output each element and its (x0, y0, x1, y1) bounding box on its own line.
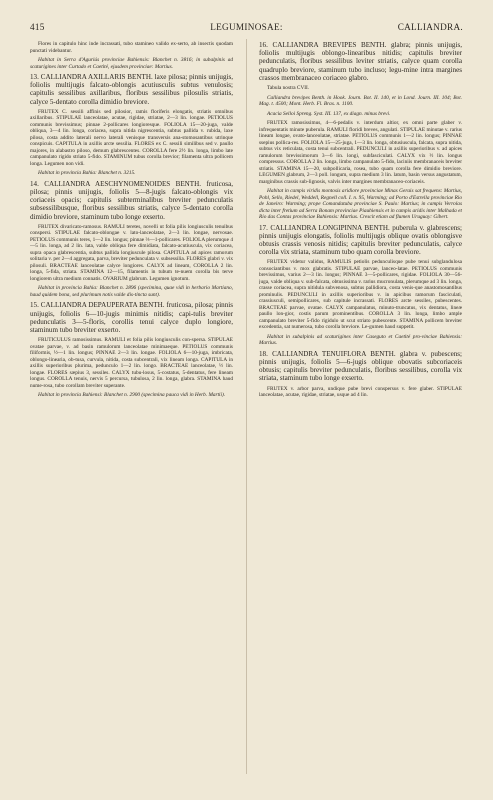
species-heading: 18. CALLIANDRA TENUIFLORA BENTH. glabra v. pubescens; pinnis unijugis, foliolis 5—6-jugis oblique obovatis subcoriaceis obtusis; capitulis breviter pedunculatis, floribus sessilibus, corolla vix striata, staminum tubo longe exserto. (259, 349, 462, 383)
habitat-note: Habitat in provincia Bahia: Blanchet n. 3215. (38, 170, 136, 177)
species-heading: 14. CALLIANDRA AESCHYNOMENOIDES BENTH. fruticosa, pilosa; pinnis unijugis, foliolis 5—8-jugis falcato-oblongis vix coriaceis opacis; capitulis subterminalibus breviter pedunculatis subsessilibusque, floribus sessilibus striatis, calyce 5-dentato corolla dimidio breviore, staminum tubo longe exserto. (30, 179, 233, 221)
species-heading: 17. CALLIANDRA LONGIPINNA BENTH. puberula v. glabrescens; pinnis unijugis elongatis, foliolis multijugis oblique ovatis oblongisve obtusis crassis venosis nitidis; capitulis breviter pedunculatis, calyce corolla vix striata, staminum tubo quam corolla breviore. (259, 223, 462, 257)
habitat-note: Acacia Selloi Spreng. Syst. III. 137, ex diagn. minus brevi. (267, 110, 391, 117)
right-column (259, 41, 462, 774)
species-heading: 13. CALLIANDRA AXILLARIS BENTH. laxe pilosa; pinnis unijugis, foliolis multijugis falcato-oblongis acutiusculis subtus venulosis; capitulis sessilibus axillaribus, floribus sessilibus pilosulis striatis, calyce 5-dentato corolla dimidio breviore. (30, 73, 233, 106)
page-number: 415 (30, 22, 45, 32)
habitat-note: Habitat in provincia Bahia: Blanchet n. 2896 (specimina, quae vidi in herbario Martiano, haud quidem bona, sed plurimum notis valde dis-tincta sunt). (30, 285, 233, 298)
habitat-note: Habitat in provincia Bahiensi: Blanchet n. 2900 (specimina pauca vidi in Herb. Martii). (38, 392, 226, 399)
description-paragraph: FRUTEX C. sessili affinis sed pilosior, ramis floriferis elongatis, striatis omnibus axillaribus. STIPULAE lanceolatae, acutae, rigidae, striatae, 2—3 lin. longae. PETIOLUS communis brevissimus; pinnae 2-pollicares longioresque. FOLIOLA 15—20-juga, valde obliqua, 3—4 lin. longa, coriacea, supra nitida nigrescentia, subtus pallida v. rubida, laxe pilosa, costa addito laterali nervo laterali venisque transversis ana-stomosantibus utrinque conspicuis. CAPITULA in axillis arcte sessilia. FLORES ex C. sessili similibus sed v. paullo majores, in alabastro piloso, demum glabrescentes. COROLLA fere 2½ lin. longa, limbo late campanulato rigido striato 5-fido. STAMINUM tubus corolla brevior; filamenta ultra pollicem longa. Legumen non vidi. (30, 108, 233, 167)
species-heading: 16. CALLIANDRA BREVIPES BENTH. glabra; pinnis unijugis, foliolis multijugis oblongo-linearibus nitidis; capitulis breviter pedunculatis, floribus sessilibus leviter striatis, calyce quam corolla quadruplo breviore, staminum tubo incluso; legu-mine intra margines crassos membranaceo coriaceo glabro. (259, 41, 462, 82)
description-paragraph: FRUTEX videtur validus, RAMULIS petiolis pedunculisque pube tenui subglandulosa consociantibus v. mox glabratis. STIPULAE parvae, lanceo-latae. PETIOLUS communis brevissimus, varius 2—3 lin. longus; PINNAE 3—5-pollicares, rigidae. FOLIOLA 30—56-juga, valde obliqua v. sub-falcata, obtusissima v. rarius mucronulata, plerumque ad 3 lin. longa, crasse coriacea, supra nitidula subvenosa, subtus pallidiora, costa venis-que anastomosantibus prominulis. PEDUNCULI in axillis superioribus v. in apicibus ramorum fasciculati, crassiusculi, semipollicares, sub capitule incrassati. FLORES arcte sessiles, pubescentes. BRACTEAE parvae, ovatae. CALYX campanulatus, minuto-truncatus, vix dentatus, lineæ paullo lon-gior, costis parum prominentibus. COROLLA 3 lin. longa, limbo ample campanulato breviter 5-fido rigidulo ut scut striato pubescente. STAMINA pollicem breviter excedentia, sat numerosa, tubo corolla breviore. Le-gumen haud suppetit. (259, 259, 462, 331)
running-header (30, 22, 463, 36)
species-heading: 15. CALLIANDRA DEPAUPERATA BENTH. fruticosa, pilosa; pinnis unijugis, foliolis 6—10-jugis minimis nitidis; capi-tulis breviter pedunculatis 3—5-floris, corollis tenui calyce duplo longiore, staminum tubo breviter exserto. (30, 301, 233, 334)
description-paragraph: Flores in capitulo hinc inde incrassati, tubo stamineo valido ex-serto, ab insectis quodam punctati videbantur. (30, 41, 233, 54)
header-family: LEGUMINOSAE: (210, 22, 283, 32)
column-divider (246, 39, 247, 774)
habitat-note: Habitat in subalpinis ad scaturigines inter Caseguto et Caetité pro-vinciae Bahiensis: Martius. (259, 333, 462, 347)
description-paragraph: FRUTEX v. arbor parva, undique pube brevi conspersus v. fere glaber. STIPULAE lanceolatae, acutae, rigidae, striatae, usque ad 4 lin. (259, 385, 462, 399)
description-paragraph: FRUTICULUS ramosissimus. RAMULI et folia pilis longiusculis con-spersa. STIPULAE ovatae parvae, v. ad basin ramulorum lanceolatae minimaeque. PETIOLUS communis filiformis, ½—1 lin. longus; PINNAE 2—3 lin. longae. FOLIOLA 6—10-juga, imbricata, oblongo-linearia, ob-tusa, curvula, nitida, costa subcentrali, vix lineam longa. CAPITULA in axillis superioribus plurima, pedunculo 1—2 lin. longo. BRACTEAE lanceolatae, ½ lin. longae. FLORES sæpius 3, sessiles. CALYX tubu-losus, 5-costatus, 5-dentatus, fere lineam longus. COROLLA tenuis, nervis 5 percursa, tubulosa, 2 lin. longa, glabra. STAMINA haud nume-rosa, tubo corollam breviter superante. (30, 337, 233, 389)
habitat-note: Habitat in Serra d'Aguriús provinciae Bahiensis: Blanchet n. 3816; in subalpinis ad scaturigines inter Curtado et Caetité, ejusdem provinciae: Martius. (30, 57, 233, 70)
header-genus: CALLIANDRA. (397, 22, 463, 32)
description-paragraph: FRUTEX ramosissimus, 4—6-pedalis v. interdum altior, ex omni parte glaber v. infrequentatis minute puberula. RAMULI floridi breves, angulati. STIPULAE minutae v. rarius lineam longae, ovato-lanceolatae, striatae. PETIOLUS communis 1—2 lin. longus; PINNAE ssepius pollica-res. FOLIOLA 15—25-juga, 1—3 lin. longa, obtusiuscula, falcata, supra nitida, subtus vix reticulata, costa tenui subcentrali. PEDUNCULI in axillis superioribus v. ad apices ramulorum brevissimorum 3—6 lin. longi, subfasciculati. CALYX vix ½ lin. longus compressus. COROLLA 2 lin. longa, limbo campanulato 5-fido, laciniis membranaceis breviter striatis. STAMINA 15—20, subpollicaria, rosea, tubo quam corolla fere dimidio breviore. LEGUMEN glabrum, 2—3 poll. longum, supra medium 3 lin. latum, basin versus angustatum, marginibus crassis sub-lignosis, valvis inter margines membranaceo-coriaceis. (259, 120, 462, 185)
habitat-note: Calliandra brevipes Benth. in Hook. Journ. Bot. II. 140, et in Lond. Journ. III. 104; Bot. Mag. t. 4500; Mont. Herb. Fl. Bras. n. 1100. (259, 94, 462, 108)
description-paragraph: FRUTEX divaricato-ramosus. RAMULI teretes, novelli ut folia pilis longiusculis tenuibus conspersi. STIPULAE falcato-oblongae v. lato-lanceolatae, 2—3 lin. longae, nervosae. PETIOLUS communis teres, 1—2 lin. longus; pinnae ⅔—1-pollicares. FOLIOLA plerumque 4—5 lin. longa, ad 2 lin. lata, valde obliqua fere dimidiata, falcato-acutiuscula, vix coriacea, supra opaca glabrescentia, subtus pallida longiuscule pilosa. CAPITULA ad apices ramorum solitaria v. per 2—4 aggregata, parva, breviter pedunculata v. subsessilia. FLORES glabri v. vix pilosuli. BRACTEAE lanceolatae calyce longiores. CALYX ad lineam, COROLLA 2 lin. longa, 5-fida, striata. STAMINA 12—15, filamentis in tubum te-nuem corolla bis terve longiorem ultra medium connatis. OVARIUM glabrum. Legumen ignotum. (30, 223, 233, 282)
description-paragraph: Tabula nostra CVII. (267, 85, 310, 92)
habitat-note: Habitat in campis viridis montosis aridiore provinciae Minas Gerais sat frequens: Martius, Pohl, Sello, Riedel, Weddell, Regnell coll. I. n. 95, Warming; ad Porto d'Estrella provinciae Rio de Janeiro: Warming; prope Comandatuba provinciae S. Paulo: Martius; in campis Verrolas dicta inter fretium ad Serra Bonam provinciae Piauhiensis et in campis aridis inter Malhada et Rio das Contas provinciae Bahiensis: Martius. Crescit etiam ad flumen Uruguay: Gibert. (259, 188, 462, 221)
left-column (30, 41, 233, 774)
